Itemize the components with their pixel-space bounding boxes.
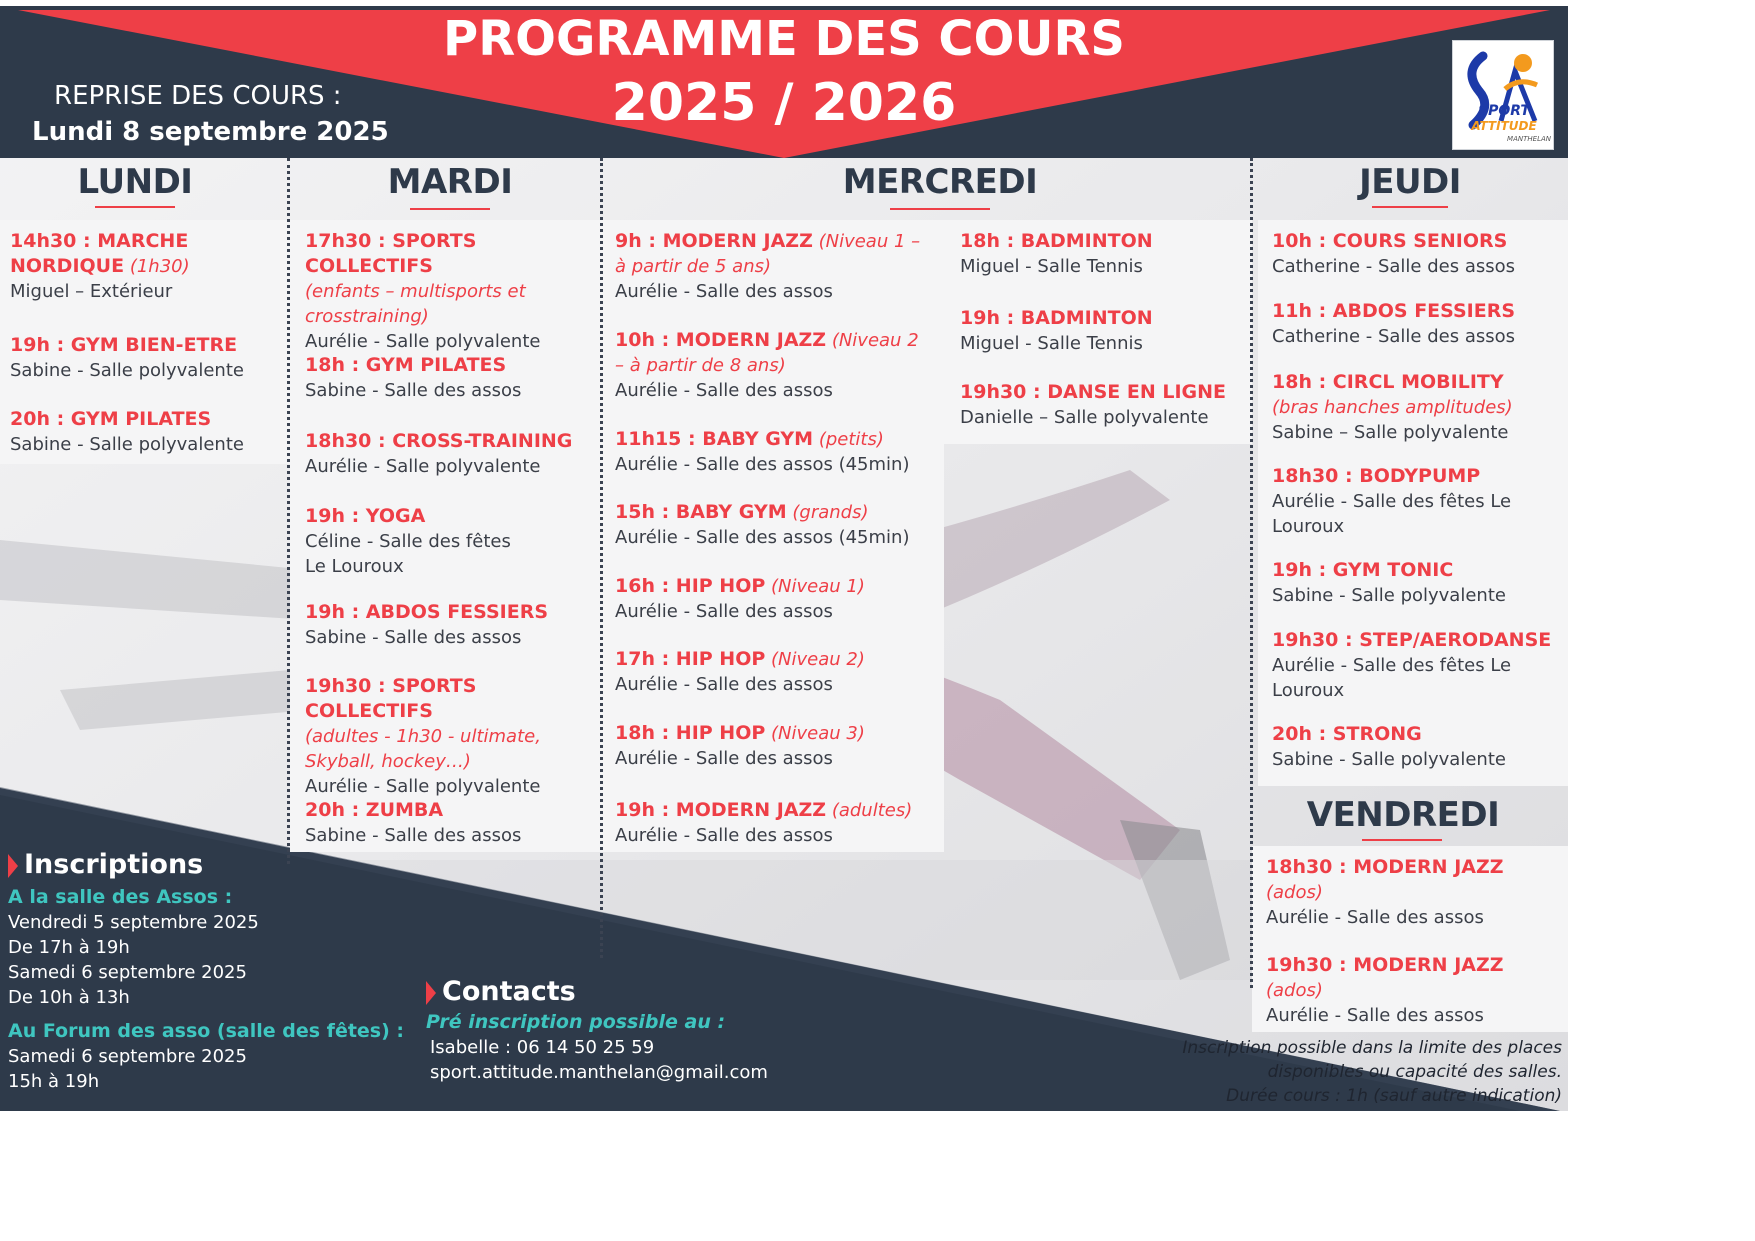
course-teacher: Aurélie <box>1266 907 1329 928</box>
course-teacher: Catherine <box>1272 256 1361 277</box>
day-header-mercredi: MERCREDI <box>842 162 1038 202</box>
course-mercredi-10 <box>960 306 1245 356</box>
inscriptions-line: De 17h à 19h <box>8 937 130 958</box>
course-note: (adultes - 1h30 - ultimate, <box>305 726 541 747</box>
course-title: 18h30 : MODERN JAZZ <box>1266 856 1504 878</box>
course-teacher: Aurélie <box>1272 491 1335 512</box>
course-place: - Salle des assos <box>1328 907 1484 928</box>
course-title: 20h : GYM PILATES <box>10 408 212 430</box>
underline-jeudi <box>1372 206 1448 208</box>
contacts-section <box>426 975 846 1085</box>
course-mercredi-5 <box>615 574 940 624</box>
course-note: (ados) <box>1266 882 1323 903</box>
course-mardi-3 <box>305 429 600 479</box>
course-mercredi-2 <box>615 328 940 403</box>
course-teacher: Sabine <box>10 434 72 455</box>
separator-mardi-mercredi <box>600 158 603 958</box>
course-title: 19h : GYM TONIC <box>1272 559 1454 581</box>
course-place: - Salle des assos <box>1328 1005 1484 1026</box>
course-place: - Salle des assos <box>366 380 522 401</box>
course-title: 18h30 : CROSS-TRAINING <box>305 430 573 452</box>
course-teacher-place: Miguel – Extérieur <box>10 281 173 302</box>
course-place: - Salle des assos <box>677 601 833 622</box>
course-teacher: Catherine <box>1272 326 1361 347</box>
course-teacher: Sabine <box>305 825 367 846</box>
underline-mercredi <box>890 208 990 210</box>
course-teacher: Miguel <box>960 256 1020 277</box>
course-note: (Niveau 2) <box>771 649 865 670</box>
course-place: – Salle polyvalente <box>1333 422 1509 443</box>
course-mercredi-6 <box>615 647 940 697</box>
course-jeudi-3 <box>1272 370 1564 445</box>
logo-word-attitude: ATTITUDE <box>1471 119 1537 133</box>
course-title: 18h : BADMINTON <box>960 230 1153 252</box>
page-title: PROGRAMME DES COURS <box>443 11 1125 67</box>
course-mercredi-3 <box>615 427 940 477</box>
contacts-heading: Contacts <box>442 976 576 1007</box>
course-jeudi-2 <box>1272 299 1564 349</box>
course-note: (petits) <box>818 429 884 450</box>
course-place: - Salle Tennis <box>1019 256 1143 277</box>
course-teacher: Aurélie <box>305 456 368 477</box>
course-jeudi-5 <box>1272 558 1564 608</box>
underline-mardi <box>410 208 490 210</box>
course-teacher: Sabine <box>10 360 72 381</box>
arrow-icon <box>426 981 436 1005</box>
course-teacher: Aurélie <box>305 776 368 797</box>
course-teacher: Aurélie <box>615 748 678 769</box>
course-title: 16h : HIP HOP <box>615 575 766 597</box>
course-title: 20h : ZUMBA <box>305 799 444 821</box>
logo-word-sport: SPORT <box>1478 103 1530 119</box>
course-place: - Salle polyvalente <box>71 434 244 455</box>
course-mardi-6 <box>305 674 600 799</box>
course-title: 11h : ABDOS FESSIERS <box>1272 300 1516 322</box>
day-header-vendredi: VENDREDI <box>1306 795 1500 835</box>
course-title: 15h : BABY GYM <box>615 501 787 523</box>
course-note-2: – à partir de 8 ans) <box>615 355 786 376</box>
contacts-phone: Isabelle : 06 14 50 25 59 <box>430 1037 655 1058</box>
course-vendredi-2 <box>1266 953 1564 1028</box>
course-title: 19h30 : SPORTS COLLECTIFS <box>305 675 477 722</box>
course-title: 18h : HIP HOP <box>615 722 766 744</box>
course-jeudi-4 <box>1272 464 1564 539</box>
day-header-jeudi: JEUDI <box>1359 162 1461 202</box>
course-mardi-7 <box>305 798 600 848</box>
course-lundi-2 <box>10 333 285 383</box>
course-place: - Salle des assos <box>677 281 833 302</box>
footnote <box>1090 1036 1562 1108</box>
course-note: (ados) <box>1266 980 1323 1001</box>
course-note: (adultes) <box>831 800 913 821</box>
course-place: - Salle des assos (45min) <box>677 527 910 548</box>
course-note: (bras hanches amplitudes) <box>1272 397 1513 418</box>
course-mardi-5 <box>305 600 600 650</box>
course-place: - Salle polyvalente <box>71 360 244 381</box>
course-place: - Salle des assos <box>677 380 833 401</box>
course-place-2: Le Louroux <box>305 556 404 577</box>
course-teacher: Aurélie <box>1272 655 1335 676</box>
course-title: 19h30 : DANSE EN LIGNE <box>960 381 1227 403</box>
course-mercredi-8 <box>615 798 940 848</box>
inscriptions-place-2: Au Forum des asso (salle des fêtes) : <box>8 1020 405 1042</box>
inscriptions-line: Samedi 6 septembre 2025 <box>8 962 247 983</box>
arrow-icon <box>8 854 18 878</box>
course-title: 10h : MODERN JAZZ <box>615 329 827 351</box>
course-teacher: Aurélie <box>615 454 678 475</box>
course-title: 14h30 : MARCHE <box>10 230 189 252</box>
course-note: (Niveau 3) <box>771 723 865 744</box>
course-place: - Salle des assos <box>1360 326 1515 347</box>
course-mardi-2 <box>305 353 600 403</box>
course-note: (grands) <box>792 502 869 523</box>
course-note-2: Skyball, hockey…) <box>305 751 471 772</box>
course-place: - Salle polyvalente <box>367 776 541 797</box>
course-teacher: Céline <box>305 531 362 552</box>
course-jeudi-7 <box>1272 722 1564 772</box>
inscriptions-line: Samedi 6 septembre 2025 <box>8 1046 247 1067</box>
course-teacher: Miguel <box>960 333 1020 354</box>
course-teacher: Aurélie <box>615 527 678 548</box>
course-place: - Salle polyvalente <box>1333 585 1506 606</box>
course-mercredi-4 <box>615 500 940 550</box>
course-note: (Niveau 2 <box>831 330 919 351</box>
course-note: (1h30) <box>129 256 190 277</box>
course-place: - Salle des assos <box>677 748 833 769</box>
course-lundi-1 <box>10 229 285 304</box>
reprise-date: Lundi 8 septembre 2025 <box>32 117 389 147</box>
course-title: 20h : STRONG <box>1272 723 1422 745</box>
inscriptions-line: 15h à 19h <box>8 1071 100 1092</box>
course-teacher: Sabine <box>1272 749 1334 770</box>
course-place: - Salle polyvalente <box>367 456 541 477</box>
underline-vendredi <box>1362 839 1442 841</box>
course-teacher: Sabine <box>305 627 367 648</box>
course-mercredi-9 <box>960 229 1245 279</box>
course-jeudi-6 <box>1272 628 1564 703</box>
course-mercredi-1 <box>615 229 940 304</box>
course-title: 10h : COURS SENIORS <box>1272 230 1508 252</box>
course-place: - Salle des fêtes <box>361 531 511 552</box>
course-title: 18h : CIRCL MOBILITY <box>1272 371 1504 393</box>
course-title-2: NORDIQUE <box>10 255 125 277</box>
course-title: 19h : ABDOS FESSIERS <box>305 601 549 623</box>
course-title: 17h : HIP HOP <box>615 648 766 670</box>
course-vendredi-1 <box>1266 855 1564 930</box>
course-place: - Salle des assos <box>366 825 522 846</box>
course-note: (Niveau 1) <box>771 576 865 597</box>
contacts-pre: Pré inscription possible au : <box>426 1011 726 1033</box>
course-title: 19h30 : STEP/AERODANSE <box>1272 629 1552 651</box>
season-year: 2025 / 2026 <box>611 73 957 133</box>
inscriptions-place-1: A la salle des Assos : <box>8 886 233 908</box>
course-title: 18h : GYM PILATES <box>305 354 507 376</box>
course-teacher: Sabine <box>1272 585 1334 606</box>
course-mercredi-11 <box>960 380 1245 430</box>
reprise-label: REPRISE DES COURS : <box>54 81 342 111</box>
contacts-email[interactable]: sport.attitude.manthelan@gmail.com <box>430 1062 768 1083</box>
course-teacher: Sabine <box>305 380 367 401</box>
course-teacher: Aurélie <box>615 674 678 695</box>
course-place: - Salle des assos <box>366 627 522 648</box>
course-mardi-1 <box>305 229 600 354</box>
course-title: 17h30 : SPORTS COLLECTIFS <box>305 230 477 277</box>
inscriptions-line: Vendredi 5 septembre 2025 <box>8 912 259 933</box>
course-title: 19h : GYM BIEN-ETRE <box>10 334 238 356</box>
underline-lundi <box>95 206 175 208</box>
course-place: - Salle polyvalente <box>367 331 541 352</box>
course-place: – Salle polyvalente <box>1033 407 1209 428</box>
course-teacher: Aurélie <box>1266 1005 1329 1026</box>
course-note: (enfants – multisports et <box>305 281 526 302</box>
course-mardi-4 <box>305 504 600 579</box>
course-lundi-3 <box>10 407 285 457</box>
footnote-line: Durée cours : 1h (sauf autre indication) <box>1226 1086 1562 1106</box>
course-place: - Salle des assos <box>677 825 833 846</box>
course-title: 18h30 : BODYPUMP <box>1272 465 1481 487</box>
course-teacher: Aurélie <box>615 380 678 401</box>
inscriptions-section <box>8 848 428 1094</box>
course-place: - Salle des assos (45min) <box>677 454 910 475</box>
course-place: - Salle Tennis <box>1019 333 1143 354</box>
course-place: - Salle polyvalente <box>1333 749 1506 770</box>
course-title: 11h15 : BABY GYM <box>615 428 814 450</box>
course-note-2: crosstraining) <box>305 306 429 327</box>
course-note-2: à partir de 5 ans) <box>615 256 772 277</box>
separator-mercredi-jeudi <box>1250 158 1253 988</box>
separator-lundi-mardi <box>287 158 290 864</box>
course-note: (Niveau 1 – <box>818 231 921 252</box>
course-title: 9h : MODERN JAZZ <box>615 230 813 252</box>
club-logo <box>1452 40 1554 150</box>
day-header-mardi: MARDI <box>387 162 513 202</box>
course-title: 19h : YOGA <box>305 505 426 527</box>
course-place-2: Louroux <box>1272 680 1345 701</box>
course-jeudi-1 <box>1272 229 1564 279</box>
logo-word-manthelan: MANTHELAN <box>1507 135 1551 143</box>
course-place: - Salle des fêtes Le <box>1334 655 1512 676</box>
course-teacher: Danielle <box>960 407 1034 428</box>
course-mercredi-7 <box>615 721 940 771</box>
course-teacher: Sabine <box>1272 422 1334 443</box>
course-place: - Salle des assos <box>1360 256 1515 277</box>
course-teacher: Aurélie <box>615 281 678 302</box>
course-place-2: Louroux <box>1272 516 1345 537</box>
course-title: 19h30 : MODERN JAZZ <box>1266 954 1504 976</box>
course-place: - Salle des assos <box>677 674 833 695</box>
course-teacher: Aurélie <box>305 331 368 352</box>
inscriptions-heading: Inscriptions <box>24 849 204 880</box>
inscriptions-line: De 10h à 13h <box>8 987 130 1008</box>
day-header-lundi: LUNDI <box>77 162 193 202</box>
course-title: 19h : BADMINTON <box>960 307 1153 329</box>
course-place: - Salle des fêtes Le <box>1334 491 1512 512</box>
footnote-line: disponibles ou capacité des salles. <box>1267 1062 1562 1082</box>
footnote-line: Inscription possible dans la limite des places <box>1182 1038 1562 1058</box>
course-title: 19h : MODERN JAZZ <box>615 799 827 821</box>
course-teacher: Aurélie <box>615 825 678 846</box>
course-teacher: Aurélie <box>615 601 678 622</box>
